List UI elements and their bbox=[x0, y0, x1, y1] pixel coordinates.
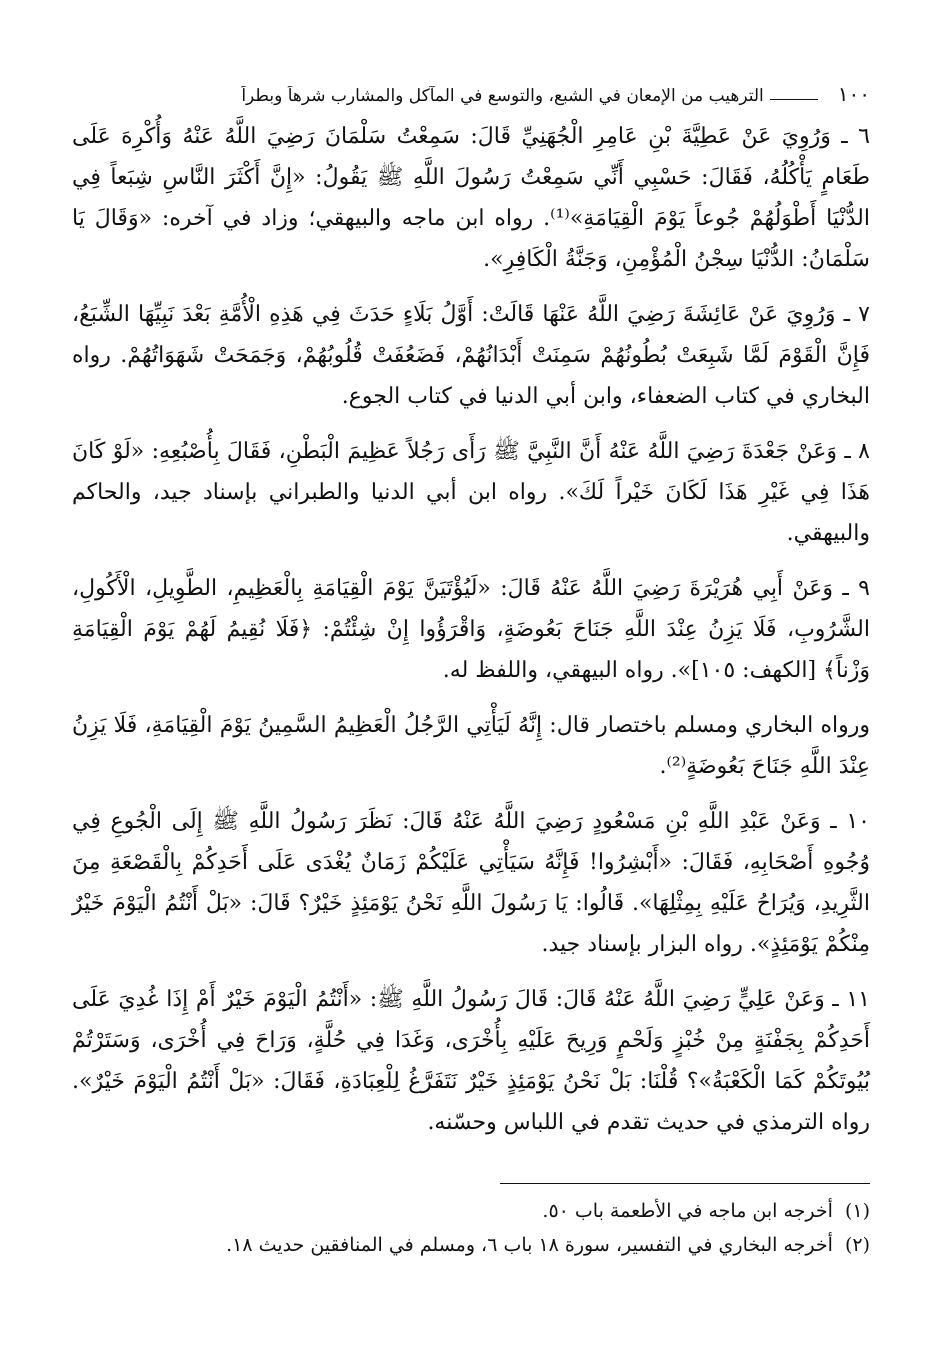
hadith-paragraph: ٦ ـ وَرُوِيَ عَنْ عَطِيَّةَ بْنِ عَامِرِ الْجُهَنِيِّ قَالَ: سَمِعْتُ سَلْمَانَ رَضِيَ اللَّهُ عَنْهُ وَأُكْرِهَ عَلَى طَعَامٍ يَأْكُلُهُ، فَقَالَ: حَسْبِي أَنِّي سَمِعْتُ رَسُولَ اللَّهِ ﷺ يَقُولُ: «إِنَّ أَكْثَرَ النَّاسِ شِبَعاً فِي الدُّنْيَا أَطْوَلُهُمْ جُوعاً يَوْمَ الْقِيَامَةِ»⁽¹⁾. رواه ابن ماجه والبيهقي؛ وزاد في آخره: «وَقَالَ يَا سَلْمَانُ: الدُّنْيَا سِجْنُ الْمُؤْمِنِ، وَجَنَّةُ الْكَافِرِ». bbox=[72, 124, 871, 272]
hadith-paragraph: ١٠ ـ وَعَنْ عَبْدِ اللَّهِ بْنِ مَسْعُودٍ رَضِيَ اللَّهُ عَنْهُ قَالَ: نَظَرَ رَسُولُ اللَّهِ ﷺ إِلَى الْجُوعِ فِي وُجُوهِ أَصْحَابِهِ، فَقَالَ: «أَبْشِرُوا! فَإِنَّهُ سَيَأْتِي عَلَيْكُمْ زَمَانٌ يُغْدَى عَلَى أَحَدِكُمْ بِالْقَصْعَةِ مِنَ الثَّرِيدِ، وَيُرَاحُ عَلَيْهِ بِمِثْلِهَا». قَالُوا: يَا رَسُولَ اللَّهِ نَحْنُ يَوْمَئِذٍ خَيْرٌ؟ قَالَ: «بَلْ أَنْتُمُ الْيَوْمَ خَيْرٌ مِنْكُمْ يَوْمَئِذٍ». رواه البزار بإسناد جيد. bbox=[72, 809, 870, 957]
footnotes bbox=[72, 1194, 870, 1262]
hadith-paragraph: ١١ ـ وَعَنْ عَلِيٍّ رَضِيَ اللَّهُ عَنْهُ قَالَ: قَالَ رَسُولُ اللَّهِ ﷺ: «أَنْتُمُ الْيَوْمَ خَيْرٌ أَمْ إِذَا غُدِيَ عَلَى أَحَدِكُمْ بِجَفْنَةٍ مِنْ خُبْزٍ وَلَحْمٍ وَرِيحَ عَلَيْهِ بِأُخْرَى، وَغَدَا فِي حُلَّةٍ، وَرَاحَ فِي أُخْرَى، وَسَتَرْتُمْ بُيُوتَكُمْ كَمَا الْكَعْبَةُ»؟ قُلْنَا: بَلْ نَحْنُ يَوْمَئِذٍ خَيْرٌ نَتَفَرَّغُ لِلْعِبَادَةِ، فَقَالَ: «بَلْ أَنْتُمُ الْيَوْمَ خَيْرٌ». رواه الترمذي في حديث تقدم في اللباس وحسّنه. bbox=[72, 987, 870, 1135]
footnote-item bbox=[72, 1194, 870, 1228]
page-number: ١٠٠ bbox=[837, 82, 870, 106]
footnote-divider bbox=[500, 1183, 870, 1184]
hadith-paragraph: ٩ ـ وَعَنْ أَبِي هُرَيْرَةَ رَضِيَ اللَّهُ عَنْهُ قَالَ: «لَيُؤْتَيَنَّ يَوْمَ الْقِيَامَةِ بِالْعَظِيمِ، الطَّوِيلِ، الْأَكُولِ، الشَّرُوبِ، فَلَا يَزِنُ عِنْدَ اللَّهِ جَنَاحَ بَعُوضَةٍ، وَاقْرَؤُوا إِنْ شِئْتُمْ: ﴿فَلَا نُقِيمُ لَهُمْ يَوْمَ الْقِيَامَةِ وَزْناً﴾ [الكهف: ١٠٥]». رواه البيهقي، واللفظ له. bbox=[72, 576, 870, 683]
running-header bbox=[72, 62, 870, 106]
running-title: الترهيب من الإمعان في الشبع، والتوسع في المآكل والمشارب شرهاً وبطراً bbox=[241, 86, 764, 106]
footnote-mark: (١) bbox=[844, 1200, 870, 1222]
footnote-text: أخرجه البخاري في التفسير، سورة ١٨ باب ٦، ومسلم في المنافقين حديث ١٨. bbox=[226, 1234, 833, 1256]
book-page bbox=[72, 62, 870, 1312]
footnote-item bbox=[72, 1228, 870, 1262]
footnote-mark: (٢) bbox=[844, 1234, 870, 1256]
hadith-paragraph: ورواه البخاري ومسلم باختصار قال: إِنَّهُ لَيَأْتِي الرَّجُلُ الْعَظِيمُ السَّمِينُ يَوْمَ الْقِيَامَةِ، فَلَا يَزِنُ عِنْدَ اللَّهِ جَنَاحَ بَعُوضَةٍ⁽²⁾. bbox=[72, 713, 870, 779]
header-rule bbox=[770, 99, 818, 100]
hadith-paragraph: ٧ ـ وَرُوِيَ عَنْ عَائِشَةَ رَضِيَ اللَّهُ عَنْهَا قَالَتْ: أَوَّلُ بَلَاءٍ حَدَثَ فِي هَذِهِ الْأُمَّةِ بَعْدَ نَبِيِّهَا الشِّبَعُ، فَإِنَّ الْقَوْمَ لَمَّا شَبِعَتْ بُطُونُهُمْ سَمِنَتْ أَبْدَانُهُمْ، فَضَعُفَتْ قُلُوبُهُمْ، وَجَمَحَتْ شَهَوَاتُهُمْ. رواه البخاري في كتاب الضعفاء، وابن أبي الدنيا في كتاب الجوع. bbox=[72, 302, 870, 409]
footnote-text: أخرجه ابن ماجه في الأطعمة باب ٥٠. bbox=[542, 1200, 833, 1222]
hadith-paragraph: ٨ ـ وَعَنْ جَعْدَةَ رَضِيَ اللَّهُ عَنْهُ أَنَّ النَّبِيَّ ﷺ رَأَى رَجُلاً عَظِيمَ الْبَطْنِ، فَقَالَ بِأُصْبُعِهِ: «لَوْ كَانَ هَذَا فِي غَيْرِ هَذَا لَكَانَ خَيْراً لَكَ». رواه ابن أبي الدنيا والطبراني بإسناد جيد، والحاكم والبيهقي. bbox=[72, 439, 870, 546]
